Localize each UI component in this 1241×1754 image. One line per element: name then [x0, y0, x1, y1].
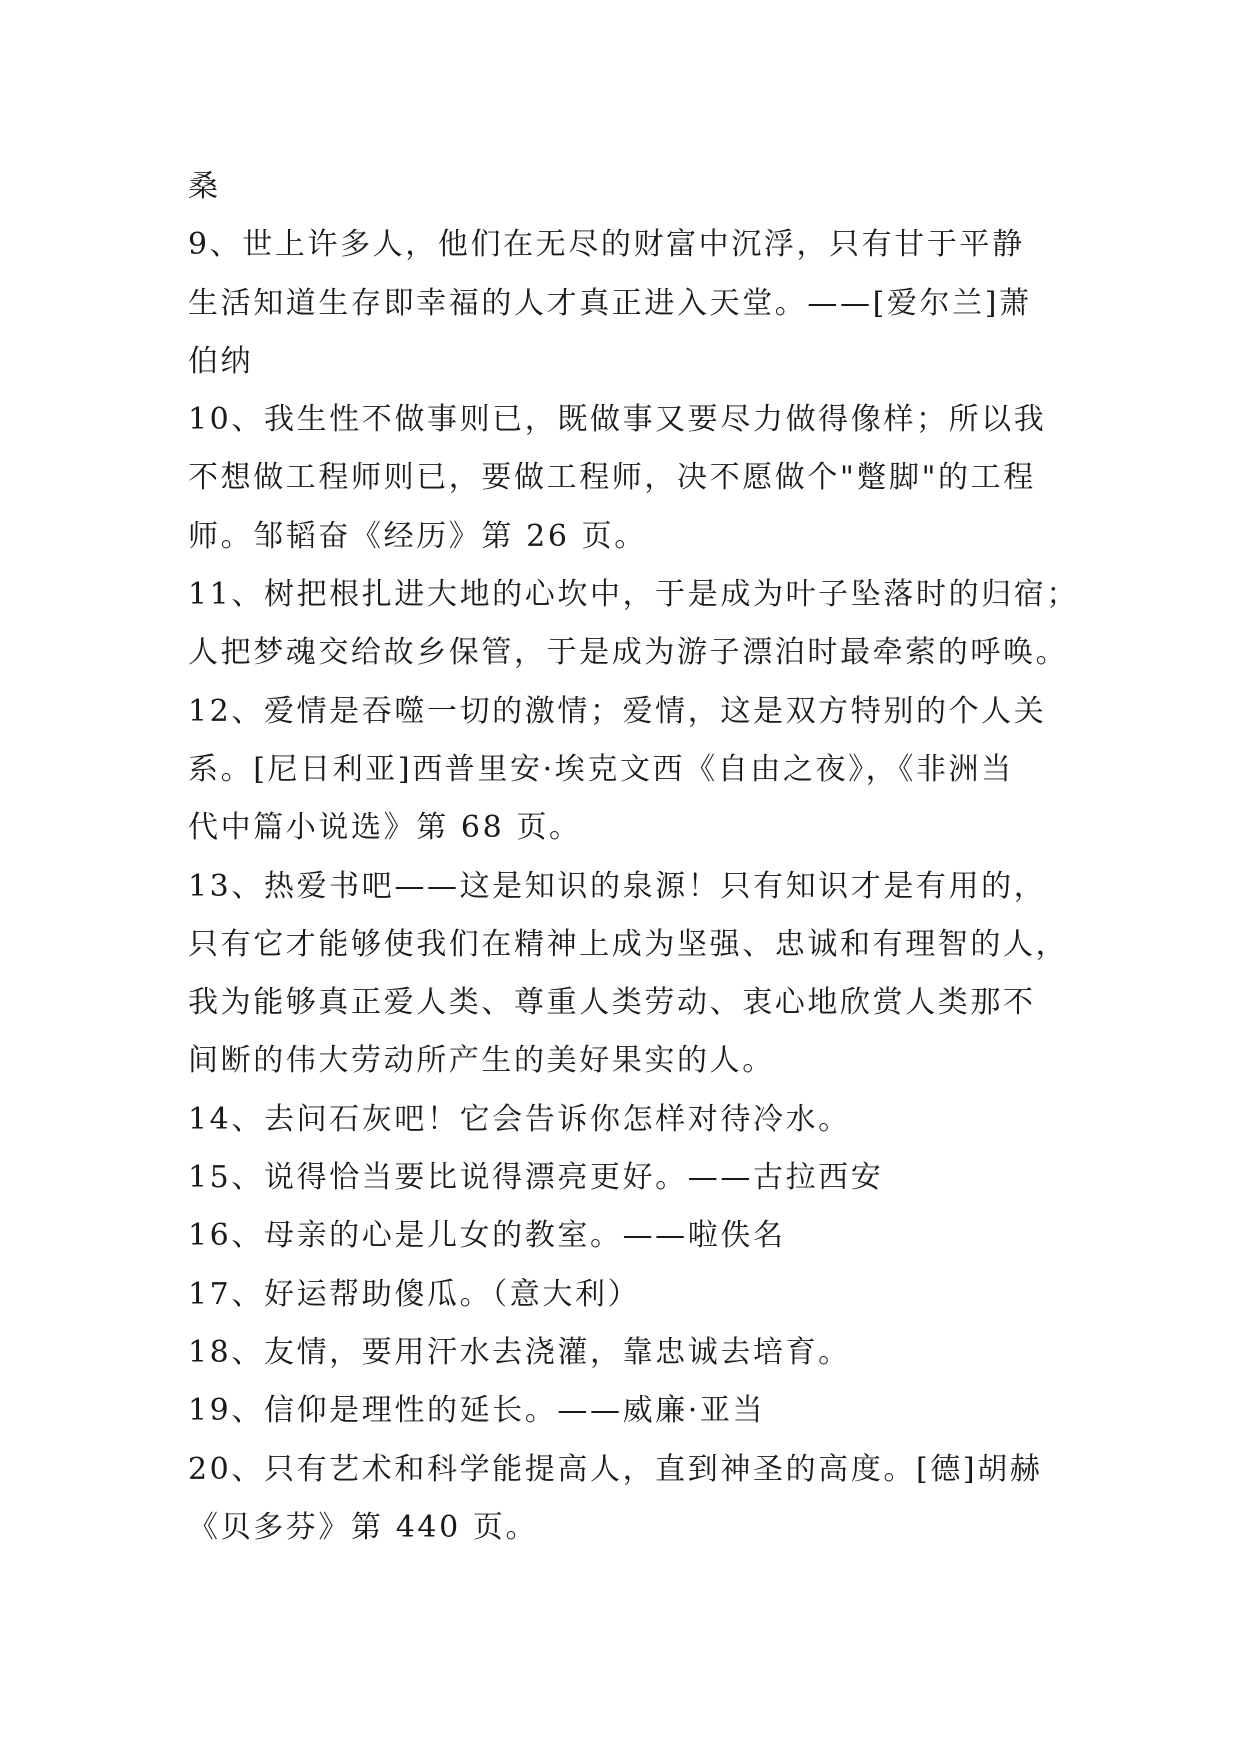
text-line: 师。邹韬奋《经历》第 26 页。: [188, 518, 647, 554]
text-line: 11、树把根扎进大地的心坎中，于是成为叶子坠落时的归宿；: [188, 577, 1079, 613]
text-line: 桑: [188, 169, 221, 204]
text-line: 伯纳: [188, 343, 254, 379]
text-line: 人把梦魂交给故乡保管，于是成为游子漂泊时最牵萦的呼唤。: [188, 635, 1069, 671]
text-line: 16、母亲的心是儿女的教室。——啦佚名: [188, 1218, 786, 1254]
text-line: 系。[尼日利亚]西普里安·埃克文西《自由之夜》，《非洲当: [188, 751, 1014, 787]
quote-text-block: [188, 158, 1079, 1557]
text-line: 10、我生性不做事则已，既做事又要尽力做得像样；所以我: [188, 402, 1047, 438]
text-line: 9、世上许多人，他们在无尽的财富中沉浮，只有甘于平静: [188, 227, 1025, 263]
text-line: 只有它才能够使我们在精神上成为坚强、忠诚和有理智的人，: [188, 926, 1069, 962]
text-line: 12、爱情是吞噬一切的激情；爱情，这是双方特别的个人关: [188, 693, 1047, 729]
text-line: 18、友情，要用汗水去浇灌，靠忠诚去培育。: [188, 1334, 851, 1370]
text-line: 17、好运帮助傻瓜。（意大利）: [188, 1276, 641, 1312]
text-line: 我为能够真正爱人类、尊重人类劳动、衷心地欣赏人类那不: [188, 985, 1036, 1021]
text-line: 13、热爱书吧——这是知识的泉源！只有知识才是有用的，: [188, 868, 1047, 904]
text-line: 20、只有艺术和科学能提高人，直到神圣的高度。[德]胡赫: [188, 1451, 1043, 1487]
text-line: 14、去问石灰吧！它会告诉你怎样对待冷水。: [188, 1101, 851, 1137]
text-line: 19、信仰是理性的延长。——威廉·亚当: [188, 1393, 766, 1429]
text-line: 间断的伟大劳动所产生的美好果实的人。: [188, 1043, 775, 1079]
text-line: 《贝多芬》第 440 页。: [188, 1509, 539, 1545]
text-line: 不想做工程师则已，要做工程师，决不愿做个"蹩脚"的工程: [188, 460, 1036, 496]
text-line: 15、说得恰当要比说得漂亮更好。——古拉西安: [188, 1160, 884, 1196]
text-line: 代中篇小说选》第 68 页。: [188, 810, 582, 846]
text-line: 生活知道生存即幸福的人才真正进入天堂。——[爱尔兰]萧: [188, 285, 1032, 321]
